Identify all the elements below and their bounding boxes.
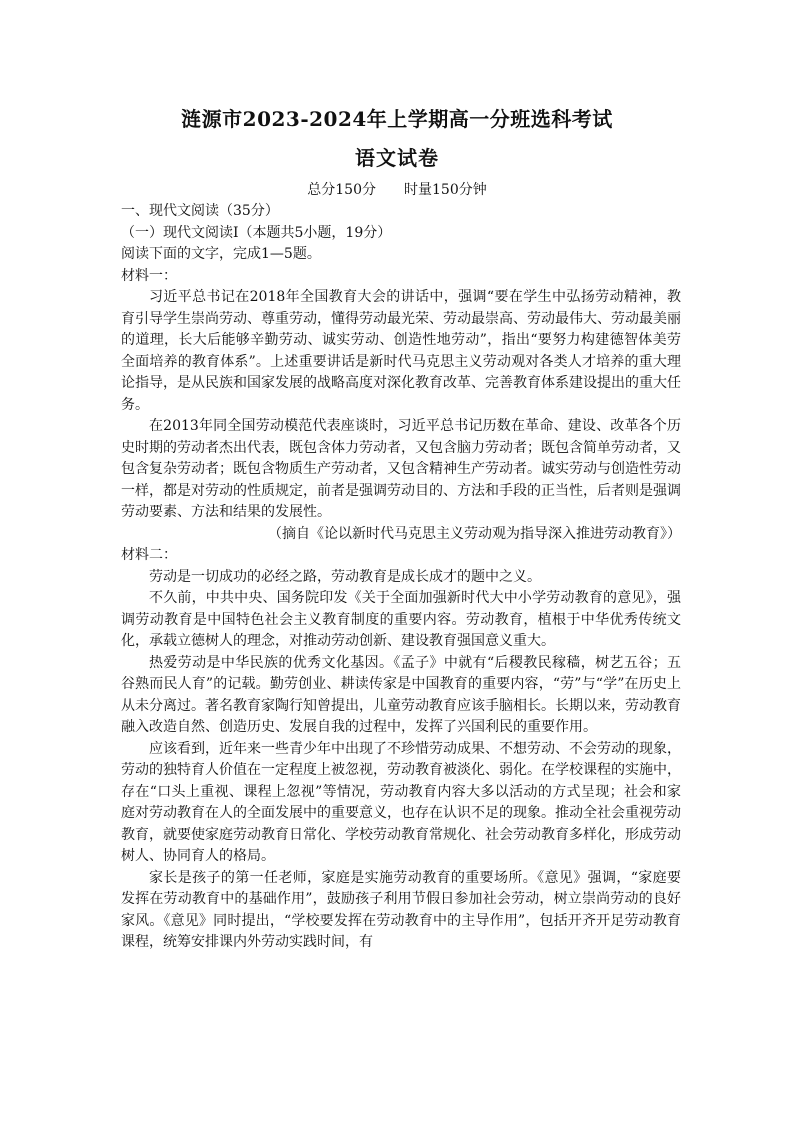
exam-title: 涟源市2023-2024年上学期高一分班选科考试 [181, 107, 613, 131]
material1-paragraph: 习近平总书记在2018年全国教育大会的讲话中，强调“要在学生中弘扬劳动精神，教育引导学生崇尚劳动、尊重劳动，懂得劳动最光荣、劳动最崇高、劳动最伟大、劳动最美丽的道理，长大后能够辛勤劳动、诚实劳动、创造性地劳动”，指出“要努力构建德智体美劳全面培养的教育体系”。上述重要讲话是新时代马克思主义劳动观对各类人才培养的重大理论指导，是从民族和国家发展的战略高度对深化教育改革、完善教育体系建设提出的重大任务。 [121, 289, 681, 413]
material2-paragraph: 家长是孩子的第一任老师，家庭是实施劳动教育的重要场所。《意见》强调，“家庭要发挥在劳动教育中的基础作用”，鼓励孩子利用节假日参加社会劳动，树立崇尚劳动的良好家风。《意见》同时提出，“学校要发挥在劳动教育中的主导作用”，包括开齐开足劳动教育课程，统筹安排课内外劳动实践时间，有 [121, 869, 681, 950]
material2-label: 材料二： [121, 547, 177, 563]
total-score: 总分150分 [307, 182, 376, 198]
material1-paragraph: 在2013年同全国劳动模范代表座谈时，习近平总书记历数在革命、建设、改革各个历史时期的劳动者杰出代表，既包含体力劳动者，又包含脑力劳动者；既包含简单劳动者，又包含复杂劳动者；既包含物质生产劳动者，又包含精神生产劳动者。诚实劳动与创造性劳动一样，都是对劳动的性质规定，前者是强调劳动目的、方法和手段的正当性，后者则是强调劳动要素、方法和结果的发展性。 [121, 418, 681, 520]
material2-paragraph: 热爱劳动是中华民族的优秀文化基因。《孟子》中就有“后稷教民稼穑，树艺五谷；五谷熟而民人育”的记载。勤劳创业、耕读传家是中国教育的重要内容，“劳”与“学”在历史上从未分离过。著名教育家陶行知曾提出，儿童劳动教育应该手脑相长。长期以来，劳动教育融入改造自然、创造历史、发展自我的过程中，发挥了兴国利民的重要作用。 [121, 654, 681, 735]
time-limit: 时量150分钟 [404, 182, 487, 198]
material1-label: 材料一： [121, 267, 177, 284]
exam-meta [0, 180, 794, 200]
material2-paragraph: 不久前，中共中央、国务院印发《关于全面加强新时代大中小学劳动教育的意见》，强调劳动教育是中国特色社会主义教育制度的重要内容。劳动教育，植根于中华优秀传统文化，承载立德树人的理念，对推动劳动创新、建设教育强国意义重大。 [121, 590, 681, 649]
material2-paragraph: 劳动是一切成功的必经之路，劳动教育是成长成才的题中之义。 [149, 568, 541, 585]
exam-body [121, 201, 681, 954]
material1-source: （摘自《论以新时代马克思主义劳动观为指导深入推进劳动教育》） [268, 525, 681, 542]
reading-instruction: 阅读下面的文字，完成1—5题。 [121, 246, 321, 262]
section-heading: 一、现代文阅读（35分） [121, 203, 279, 219]
material2-paragraph: 应该看到，近年来一些青少年中出现了不珍惜劳动成果、不想劳动、不会劳动的现象，劳动的独特育人价值在一定程度上被忽视，劳动教育被淡化、弱化。在学校课程的实施中，存在“口头上重视、课程上忽视”等情况，劳动教育内容大多以活动的方式呈现；社会和家庭对劳动教育在人的全面发展中的重要意义，也存在认识不足的现象。推动全社会重视劳动教育，就要使家庭劳动教育日常化、学校劳动教育常规化、社会劳动教育多样化，形成劳动树人、协同育人的格局。 [121, 740, 681, 864]
exam-subtitle: 语文试卷 [355, 146, 439, 170]
section-subheading: （一）现代文阅读Ⅰ（本题共5小题，19分） [121, 224, 392, 241]
